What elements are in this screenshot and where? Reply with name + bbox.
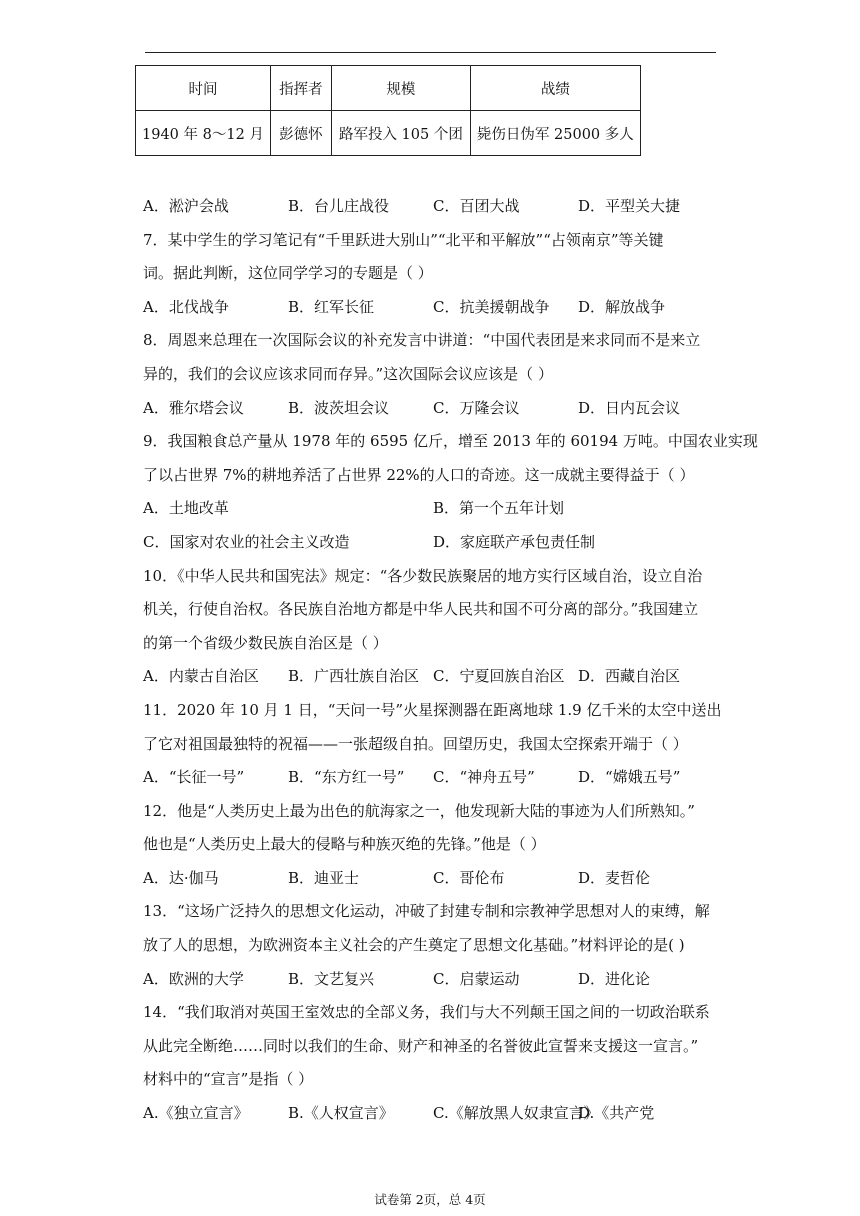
option-c: C．百团大战 (433, 197, 520, 215)
option-b: B.《人权宣言》 (288, 1104, 394, 1123)
option-d: D．麦哲伦 (578, 868, 651, 887)
q6-options (143, 190, 723, 224)
question-options (143, 291, 723, 325)
battle-info-table (135, 65, 641, 156)
table-row (136, 111, 641, 156)
option-c: C．启蒙运动 (433, 969, 520, 988)
table-header-cell: 战绩 (470, 66, 640, 111)
table-header-cell: 时间 (136, 66, 271, 111)
table-cell: 彭德怀 (270, 111, 331, 156)
question-text: 10．《中华人民共和国宪法》规定：“各少数民族聚居的地方实行区域自治，设立自治 (143, 566, 703, 585)
question-options (143, 963, 723, 997)
option-a: A．雅尔塔会议 (143, 398, 244, 417)
option-a: A．内蒙古自治区 (143, 667, 259, 686)
question-8 (143, 324, 723, 425)
question-10 (143, 560, 723, 694)
option-d: D．家庭联产承包责任制 (433, 532, 596, 551)
question-14 (143, 996, 723, 1130)
option-a: A．土地改革 (143, 499, 229, 518)
question-text: 14．“我们取消对英国王室效忠的全部义务，我们与大不列颠王国之间的一切政治联系 (143, 1003, 710, 1022)
option-c: C．万隆会议 (433, 398, 520, 417)
question-text: 9．我国粮食总产量从 1978 年的 6595 亿斤，增至 2013 年的 60194 万吨。中国农业实现 (143, 432, 758, 451)
option-d: D．进化论 (578, 969, 651, 988)
option-a: A．达·伽马 (143, 868, 219, 887)
option-c: C．宁夏回族自治区 (433, 667, 565, 686)
question-options (143, 660, 723, 694)
option-a: A．北伐战争 (143, 297, 229, 316)
option-d: D．平型关大捷 (578, 197, 681, 215)
option-c: C．抗美援朝战争 (433, 297, 550, 316)
option-b: B．迪亚士 (288, 868, 360, 887)
option-d: D．日内瓦会议 (578, 398, 681, 417)
question-text: 词。据此判断，这位同学学习的专题是（ ） (143, 264, 433, 283)
table-header-cell: 指挥者 (270, 66, 331, 111)
option-d: D.《共产党 (578, 1104, 655, 1123)
table-cell: 路军投入 105 个团 (331, 111, 470, 156)
question-text: 机关，行使自治权。各民族自治地方都是中华人民共和国不可分离的部分。”我国建立 (143, 600, 699, 619)
question-text: 的第一个省级少数民族自治区是（ ） (143, 633, 388, 652)
option-b: B．波茨坦会议 (288, 398, 390, 417)
table-cell: 1940 年 8～12 月 (136, 111, 271, 156)
option-a: A．欧洲的大学 (143, 969, 244, 988)
question-13 (143, 895, 723, 996)
header-rule (145, 52, 716, 53)
question-12 (143, 795, 723, 896)
question-options (143, 492, 723, 526)
question-options (143, 1097, 723, 1131)
question-options (143, 862, 723, 896)
option-d: D．解放战争 (578, 297, 666, 316)
table-cell: 毙伤日伪军 25000 多人 (470, 111, 640, 156)
question-11 (143, 694, 723, 795)
option-b: B．文艺复兴 (288, 969, 375, 988)
question-9 (143, 425, 758, 559)
question-options (143, 392, 723, 426)
option-b: B．台儿庄战役 (288, 197, 390, 215)
question-options (143, 526, 723, 560)
question-text: 13．“这场广泛持久的思想文化运动，冲破了封建专制和宗教神学思想对人的束缚，解 (143, 902, 710, 921)
option-c: C.《解放黑人奴隶宣言》 (433, 1104, 599, 1123)
question-text: 11．2020 年 10 月 1 日，“天问一号”火星探测器在距离地球 1.9 亿千米的太空中送出 (143, 700, 722, 719)
question-7 (143, 224, 723, 325)
question-options (143, 761, 723, 795)
option-a: A.《独立宣言》 (143, 1104, 249, 1123)
question-text: 他也是“人类历史上最大的侵略与种族灭绝的先锋。”他是（ ） (143, 835, 546, 854)
option-d: D．西藏自治区 (578, 667, 681, 686)
question-text: 放了人的思想，为欧洲资本主义社会的产生奠定了思想文化基础。”材料评论的是( ) (143, 936, 685, 955)
option-b: B．广西壮族自治区 (288, 667, 420, 686)
option-c: C．国家对农业的社会主义改造 (143, 532, 350, 551)
question-text: 了以占世界 7%的耕地养活了占世界 22%的人口的奇迹。这一成就主要得益于（ ） (143, 465, 695, 484)
question-text: 从此完全断绝……同时以我们的生命、财产和神圣的名誉彼此宣誓来支援这一宣言。” (143, 1036, 699, 1055)
page-footer: 试卷第 2页，总 4页 (374, 1192, 486, 1207)
option-c: C．“神舟五号” (433, 768, 535, 787)
option-a: A．淞沪会战 (143, 197, 229, 215)
option-b: B．“东方红一号” (288, 768, 405, 787)
option-a: A．“长征一号” (143, 768, 245, 787)
table-header-row (136, 66, 641, 111)
question-text: 材料中的“宣言”是指（ ） (143, 1070, 314, 1089)
question-text: 异的，我们的会议应该求同而存异。”这次国际会议应该是（ ） (143, 364, 553, 383)
question-text: 了它对祖国最独特的祝福——一张超级自拍。回望历史，我国太空探索开端于（ ） (143, 734, 688, 753)
question-text: 8．周恩来总理在一次国际会议的补充发言中讲道：“中国代表团是来求同而不是来立 (143, 331, 701, 350)
option-b: B．红军长征 (288, 297, 375, 316)
exam-content (143, 190, 758, 1131)
option-d: D．“嫦娥五号” (578, 768, 681, 787)
table-header-cell: 规模 (331, 66, 470, 111)
question-text: 12．他是“人类历史上最为出色的航海家之一，他发现新大陆的事迹为人们所熟知。” (143, 801, 695, 820)
question-text: 7．某中学生的学习笔记有“千里跃进大别山”“北平和平解放”“占领南京”等关键 (143, 230, 664, 249)
option-b: B．第一个五年计划 (433, 499, 565, 518)
option-c: C．哥伦布 (433, 868, 505, 887)
